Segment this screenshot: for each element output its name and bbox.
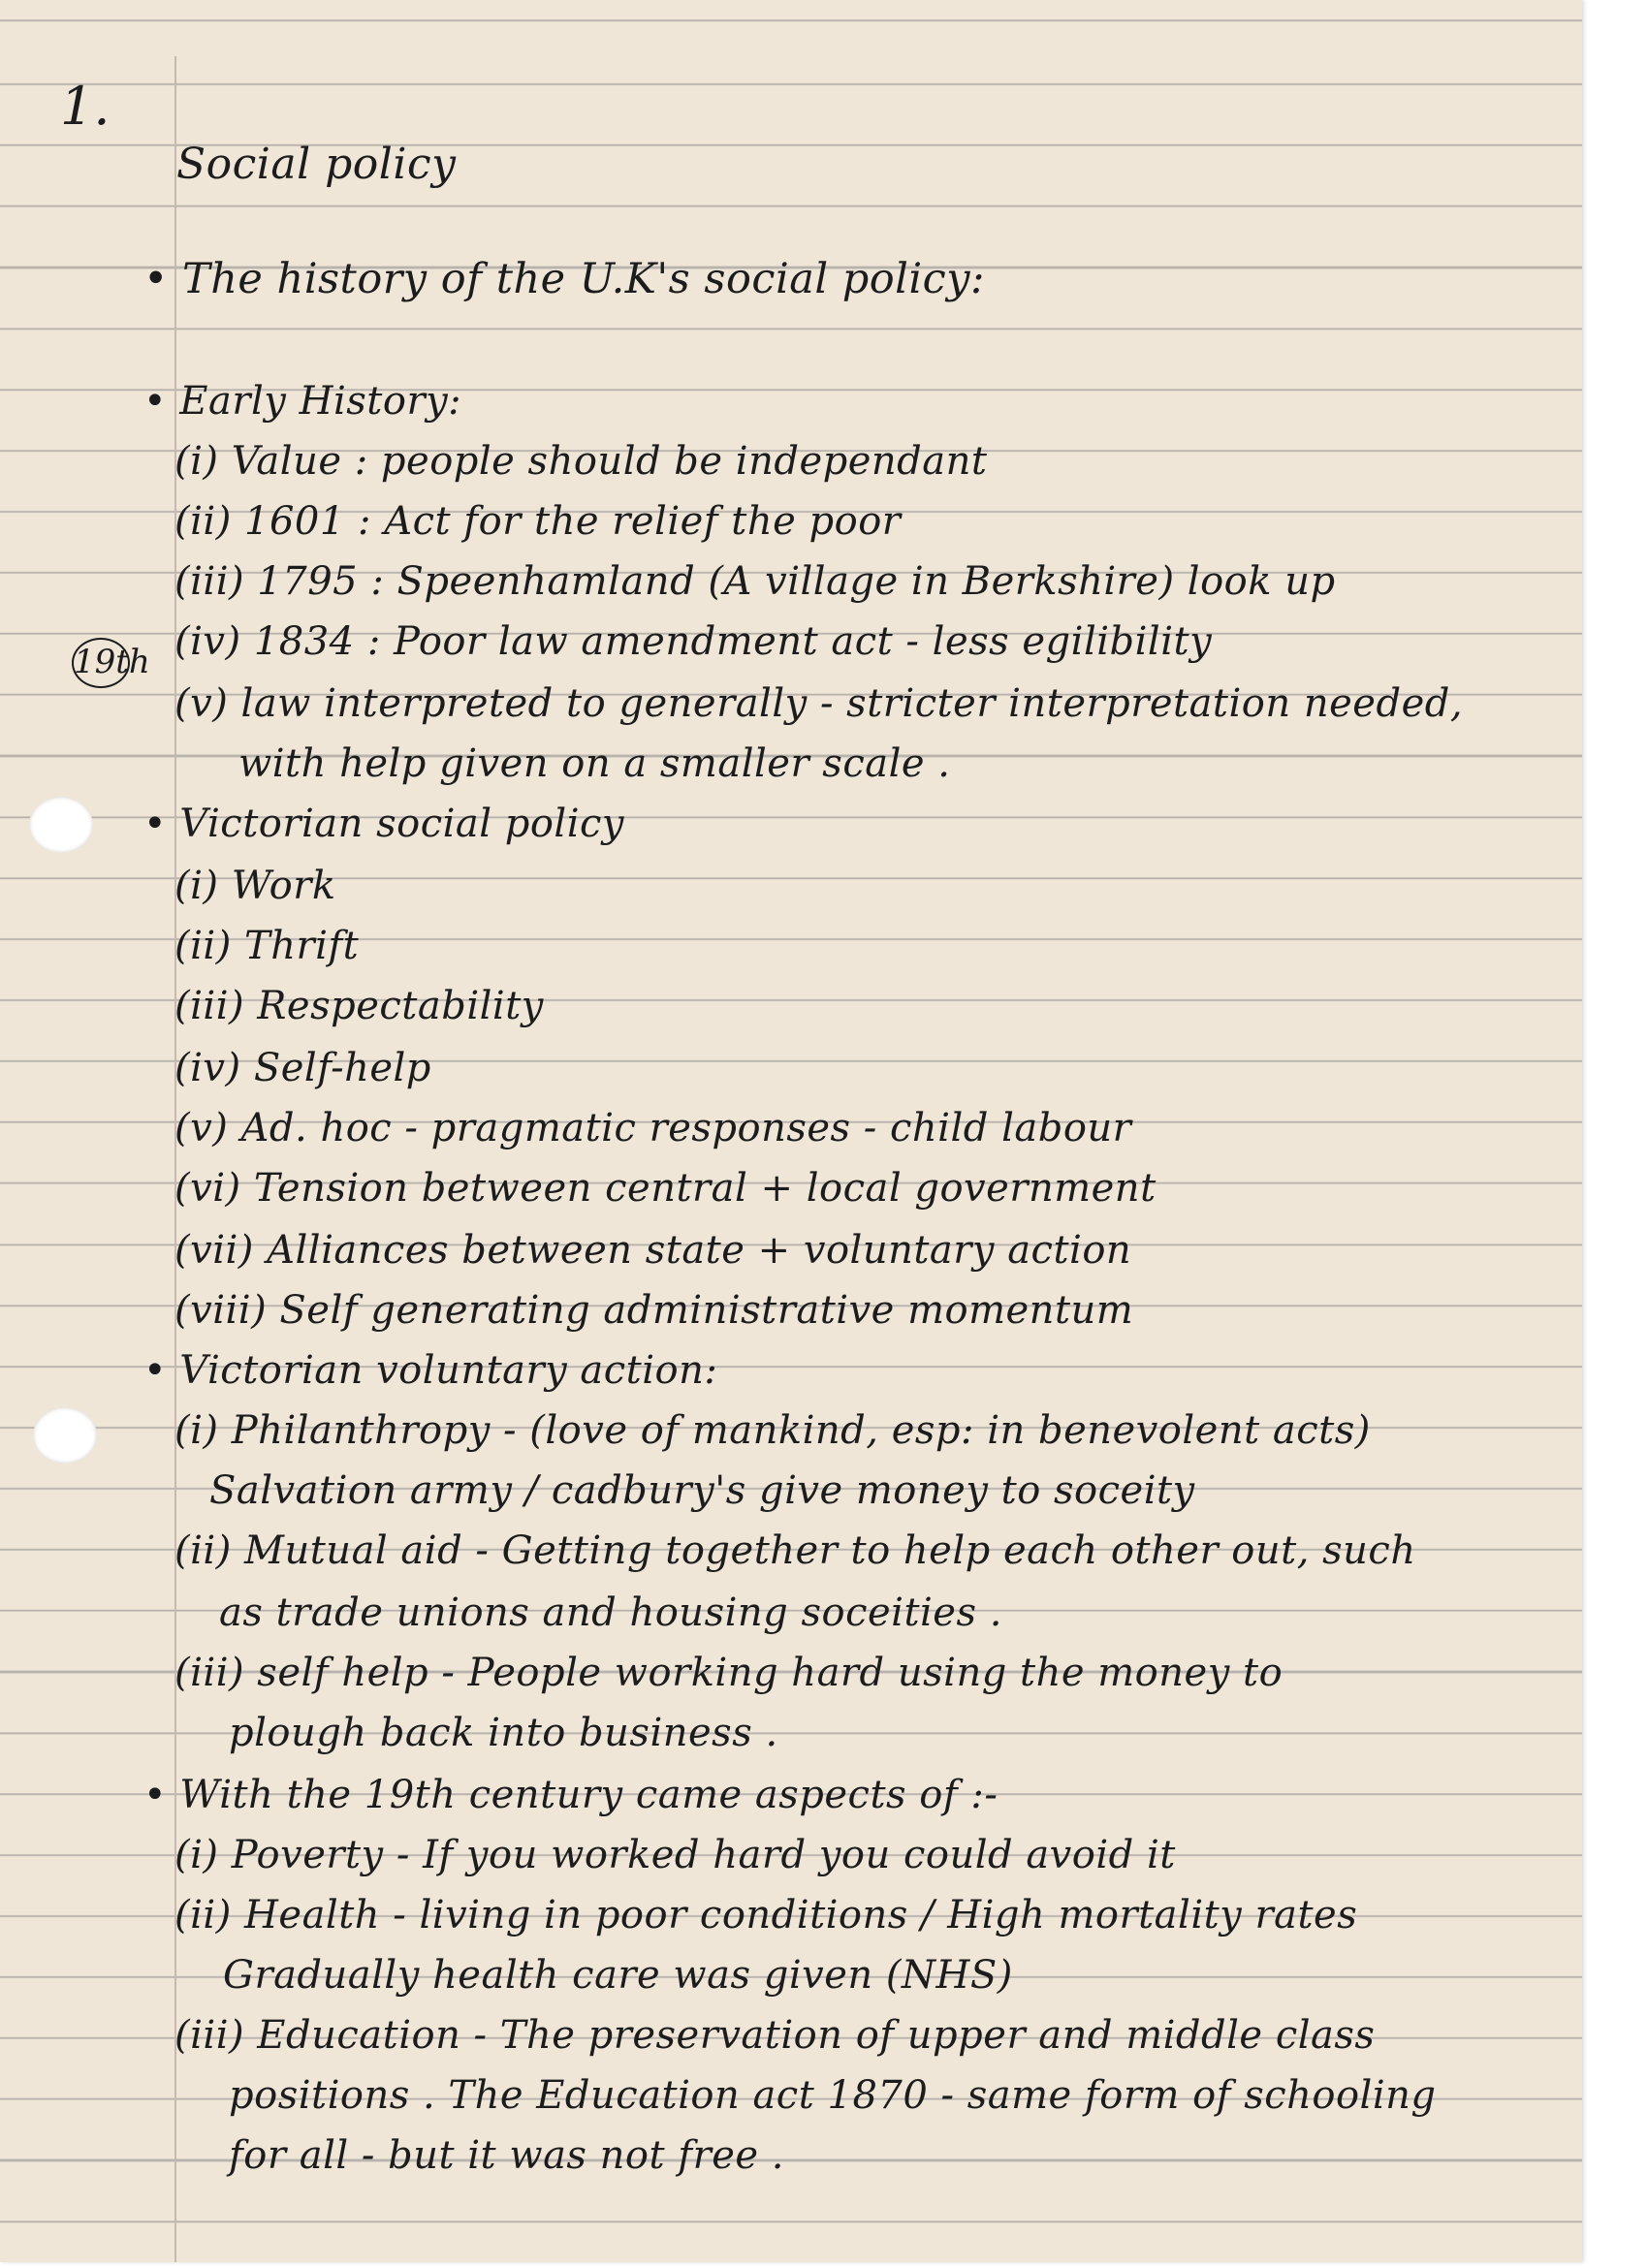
note-line: (iii) Respectability [174,984,544,1028]
note-line: (ii) Mutual aid - Getting together to help each other out, such [174,1528,1416,1573]
note-line: (iii) self help - People working hard using the money to [174,1651,1284,1695]
note-line: (iii) 1795 : Speenhamland (A village in Berkshire) look up [174,559,1336,604]
punch-hole-lower [33,1407,97,1464]
note-line: with help given on a smaller scale . [238,741,951,786]
note-line: (i) Value : people should be independant [174,439,988,484]
note-line: (viii) Self generating administrative momentum [174,1288,1134,1333]
note-line: (i) Poverty - If you worked hard you could avoid it [174,1833,1176,1877]
note-line: (iv) Self-help [174,1046,431,1090]
note-line: • Victorian social policy [143,802,625,846]
note-line: for all - but it was not free . [229,2133,784,2178]
note-line: • Early History: [143,379,462,424]
margin-note: 19th [72,638,130,688]
note-line: as trade unions and housing soceities . [219,1591,1002,1635]
note-line: positions . The Education act 1870 - same form of schooling [229,2073,1437,2118]
note-line: Gradually health care was given (NHS) [223,1953,1013,1998]
note-line: (vi) Tension between central + local government [174,1166,1157,1211]
note-line: (ii) Health - living in poor conditions / High mortality rates [174,1893,1358,1937]
page-title: Social policy [176,140,457,189]
page-number: 1. [60,76,111,137]
note-line: (i) Philanthropy - (love of mankind, esp: in benevolent acts) [174,1408,1371,1453]
note-line: (iv) 1834 : Poor law amendment act - less egilibility [174,619,1213,664]
note-line: • The history of the U.K's social policy: [143,255,986,303]
punch-hole-upper [29,797,93,853]
note-line: (ii) Thrift [174,924,360,968]
note-line: (vii) Alliances between state + voluntary action [174,1228,1132,1273]
note-line: (v) law interpreted to generally - stricter interpretation needed, [174,681,1464,726]
note-line: (ii) 1601 : Act for the relief the poor [174,499,902,544]
note-line: plough back into business . [229,1711,778,1755]
note-line: • Victorian voluntary action: [143,1348,718,1393]
note-line: Salvation army / cadbury's give money to soceity [209,1468,1195,1513]
note-line: • With the 19th century came aspects of :- [143,1773,998,1817]
note-line: (iii) Education - The preservation of upper and middle class [174,2013,1376,2058]
note-line: (i) Work [174,864,336,908]
note-line: (v) Ad. hoc - pragmatic responses - child labour [174,1106,1132,1150]
